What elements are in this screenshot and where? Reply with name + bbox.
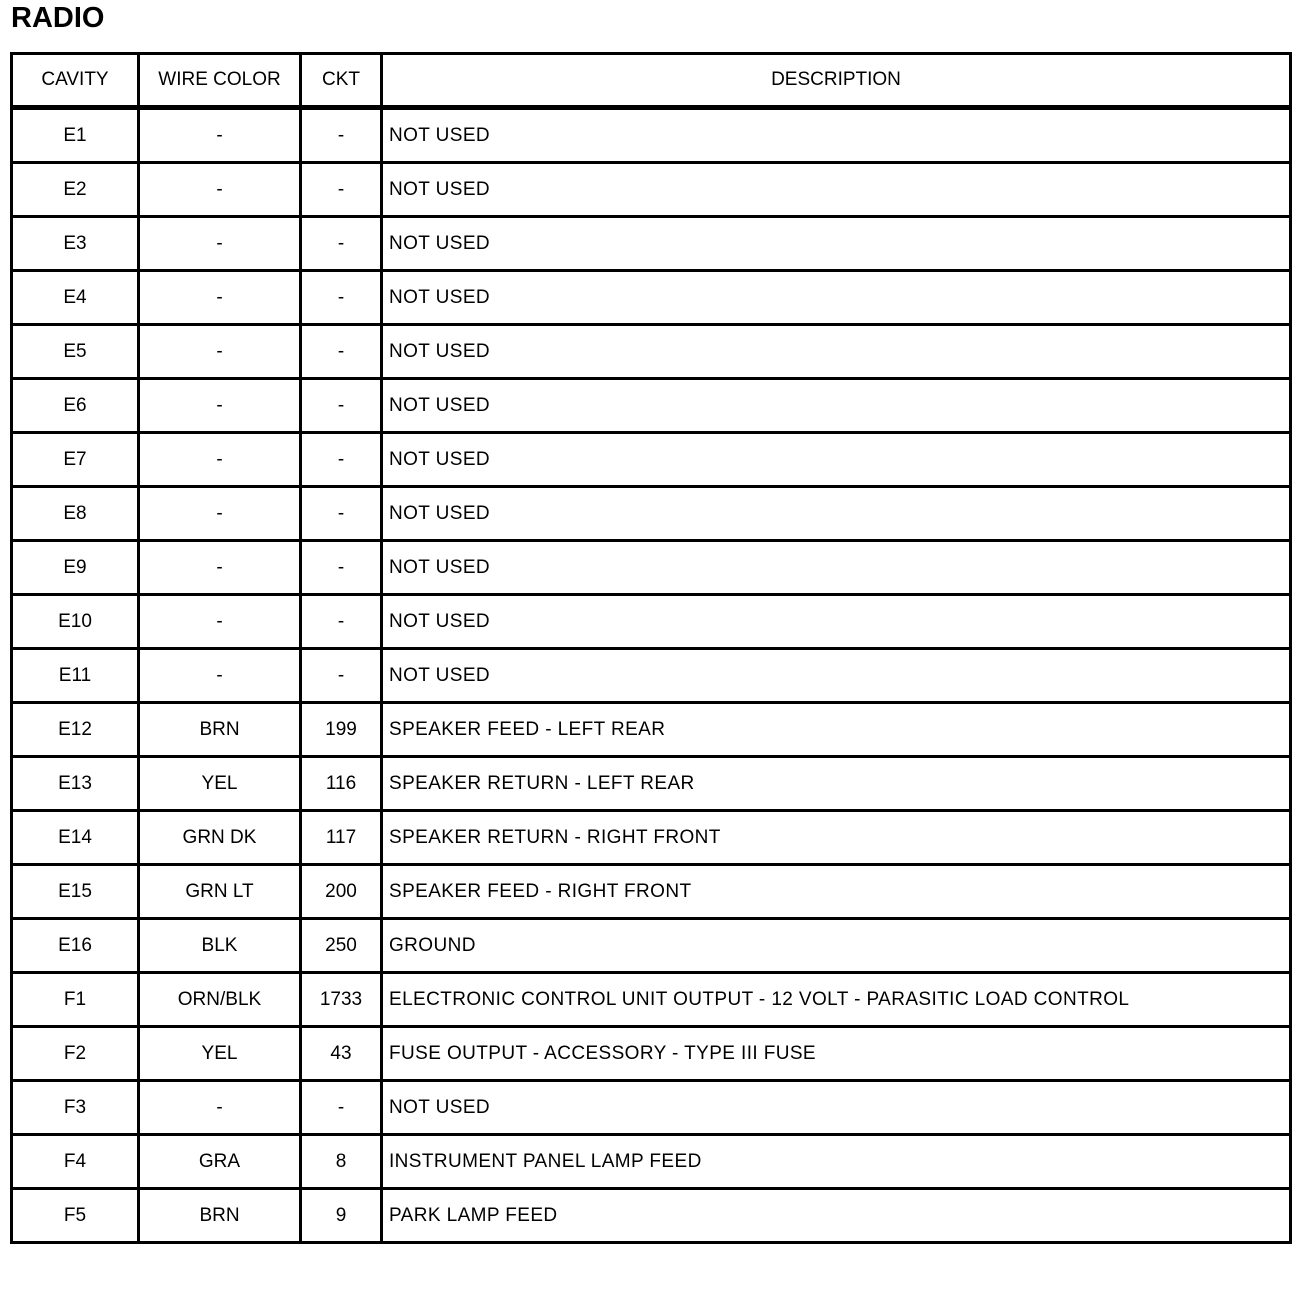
cell-wire-color: - <box>139 433 301 487</box>
cell-description: NOT USED <box>382 1081 1291 1135</box>
cell-description: NOT USED <box>382 379 1291 433</box>
cell-ckt: - <box>301 108 382 163</box>
cell-description: INSTRUMENT PANEL LAMP FEED <box>382 1135 1291 1189</box>
cell-ckt: 9 <box>301 1189 382 1243</box>
cell-wire-color: GRA <box>139 1135 301 1189</box>
cell-ckt: - <box>301 433 382 487</box>
cell-cavity: E16 <box>12 919 139 973</box>
table-row <box>12 433 1291 487</box>
table-row <box>12 541 1291 595</box>
cell-ckt: - <box>301 325 382 379</box>
cell-cavity: F2 <box>12 1027 139 1081</box>
table-row <box>12 325 1291 379</box>
table-row <box>12 865 1291 919</box>
table-row <box>12 217 1291 271</box>
cell-ckt: - <box>301 595 382 649</box>
cell-wire-color: - <box>139 271 301 325</box>
table-row <box>12 757 1291 811</box>
table-header-row <box>12 54 1291 108</box>
cell-description: NOT USED <box>382 217 1291 271</box>
cell-wire-color: - <box>139 217 301 271</box>
header-description: DESCRIPTION <box>382 54 1291 108</box>
table-row <box>12 703 1291 757</box>
cell-wire-color: - <box>139 379 301 433</box>
cell-ckt: 8 <box>301 1135 382 1189</box>
cell-wire-color: GRN LT <box>139 865 301 919</box>
cell-ckt: 200 <box>301 865 382 919</box>
table-row <box>12 1081 1291 1135</box>
table-row <box>12 163 1291 217</box>
cell-wire-color: - <box>139 649 301 703</box>
cell-ckt: - <box>301 487 382 541</box>
cell-wire-color: - <box>139 487 301 541</box>
cell-cavity: E10 <box>12 595 139 649</box>
cell-cavity: E1 <box>12 108 139 163</box>
cell-description: NOT USED <box>382 271 1291 325</box>
cell-wire-color: - <box>139 1081 301 1135</box>
cell-description: PARK LAMP FEED <box>382 1189 1291 1243</box>
cell-ckt: - <box>301 163 382 217</box>
cell-description: SPEAKER RETURN - LEFT REAR <box>382 757 1291 811</box>
cell-wire-color: BRN <box>139 1189 301 1243</box>
table-body <box>12 108 1291 1243</box>
cell-cavity: E2 <box>12 163 139 217</box>
cell-cavity: E11 <box>12 649 139 703</box>
header-cavity: CAVITY <box>12 54 139 108</box>
cell-cavity: F4 <box>12 1135 139 1189</box>
table-row <box>12 649 1291 703</box>
cell-ckt: - <box>301 649 382 703</box>
cell-wire-color: BRN <box>139 703 301 757</box>
table-row <box>12 1135 1291 1189</box>
cell-cavity: E7 <box>12 433 139 487</box>
table-row <box>12 271 1291 325</box>
cell-cavity: E13 <box>12 757 139 811</box>
cell-cavity: E12 <box>12 703 139 757</box>
cell-ckt: - <box>301 1081 382 1135</box>
page-title: RADIO <box>11 2 105 34</box>
cell-ckt: 116 <box>301 757 382 811</box>
cell-ckt: 250 <box>301 919 382 973</box>
table-row <box>12 973 1291 1027</box>
cell-wire-color: BLK <box>139 919 301 973</box>
cell-ckt: 199 <box>301 703 382 757</box>
cell-description: FUSE OUTPUT - ACCESSORY - TYPE III FUSE <box>382 1027 1291 1081</box>
cell-description: NOT USED <box>382 325 1291 379</box>
cell-ckt: - <box>301 217 382 271</box>
cell-ckt: 1733 <box>301 973 382 1027</box>
cell-description: NOT USED <box>382 163 1291 217</box>
cell-wire-color: GRN DK <box>139 811 301 865</box>
table-row <box>12 1027 1291 1081</box>
cell-cavity: E5 <box>12 325 139 379</box>
cell-cavity: F1 <box>12 973 139 1027</box>
connector-pinout-table <box>10 52 1292 1244</box>
cell-wire-color: - <box>139 541 301 595</box>
cell-description: NOT USED <box>382 541 1291 595</box>
cell-ckt: - <box>301 379 382 433</box>
cell-description: GROUND <box>382 919 1291 973</box>
cell-wire-color: - <box>139 108 301 163</box>
cell-description: NOT USED <box>382 595 1291 649</box>
cell-cavity: E4 <box>12 271 139 325</box>
cell-ckt: 43 <box>301 1027 382 1081</box>
cell-wire-color: YEL <box>139 1027 301 1081</box>
cell-description: SPEAKER FEED - LEFT REAR <box>382 703 1291 757</box>
cell-wire-color: - <box>139 325 301 379</box>
table-row <box>12 919 1291 973</box>
header-wire-color: WIRE COLOR <box>139 54 301 108</box>
cell-ckt: - <box>301 271 382 325</box>
cell-ckt: 117 <box>301 811 382 865</box>
cell-description: NOT USED <box>382 649 1291 703</box>
cell-cavity: E14 <box>12 811 139 865</box>
header-ckt: CKT <box>301 54 382 108</box>
cell-cavity: E9 <box>12 541 139 595</box>
table-row <box>12 487 1291 541</box>
cell-cavity: E6 <box>12 379 139 433</box>
cell-wire-color: YEL <box>139 757 301 811</box>
table-row <box>12 811 1291 865</box>
table-row <box>12 595 1291 649</box>
table-row <box>12 379 1291 433</box>
cell-wire-color: - <box>139 595 301 649</box>
cell-wire-color: ORN/BLK <box>139 973 301 1027</box>
cell-cavity: F5 <box>12 1189 139 1243</box>
cell-ckt: - <box>301 541 382 595</box>
cell-description: SPEAKER RETURN - RIGHT FRONT <box>382 811 1291 865</box>
cell-description: NOT USED <box>382 487 1291 541</box>
cell-cavity: E15 <box>12 865 139 919</box>
cell-description: NOT USED <box>382 108 1291 163</box>
table-row <box>12 1189 1291 1243</box>
cell-wire-color: - <box>139 163 301 217</box>
cell-description: NOT USED <box>382 433 1291 487</box>
cell-cavity: F3 <box>12 1081 139 1135</box>
cell-description: ELECTRONIC CONTROL UNIT OUTPUT - 12 VOLT - PARASITIC LOAD CONTROL <box>382 973 1291 1027</box>
cell-cavity: E8 <box>12 487 139 541</box>
cell-cavity: E3 <box>12 217 139 271</box>
cell-description: SPEAKER FEED - RIGHT FRONT <box>382 865 1291 919</box>
table-row <box>12 108 1291 163</box>
